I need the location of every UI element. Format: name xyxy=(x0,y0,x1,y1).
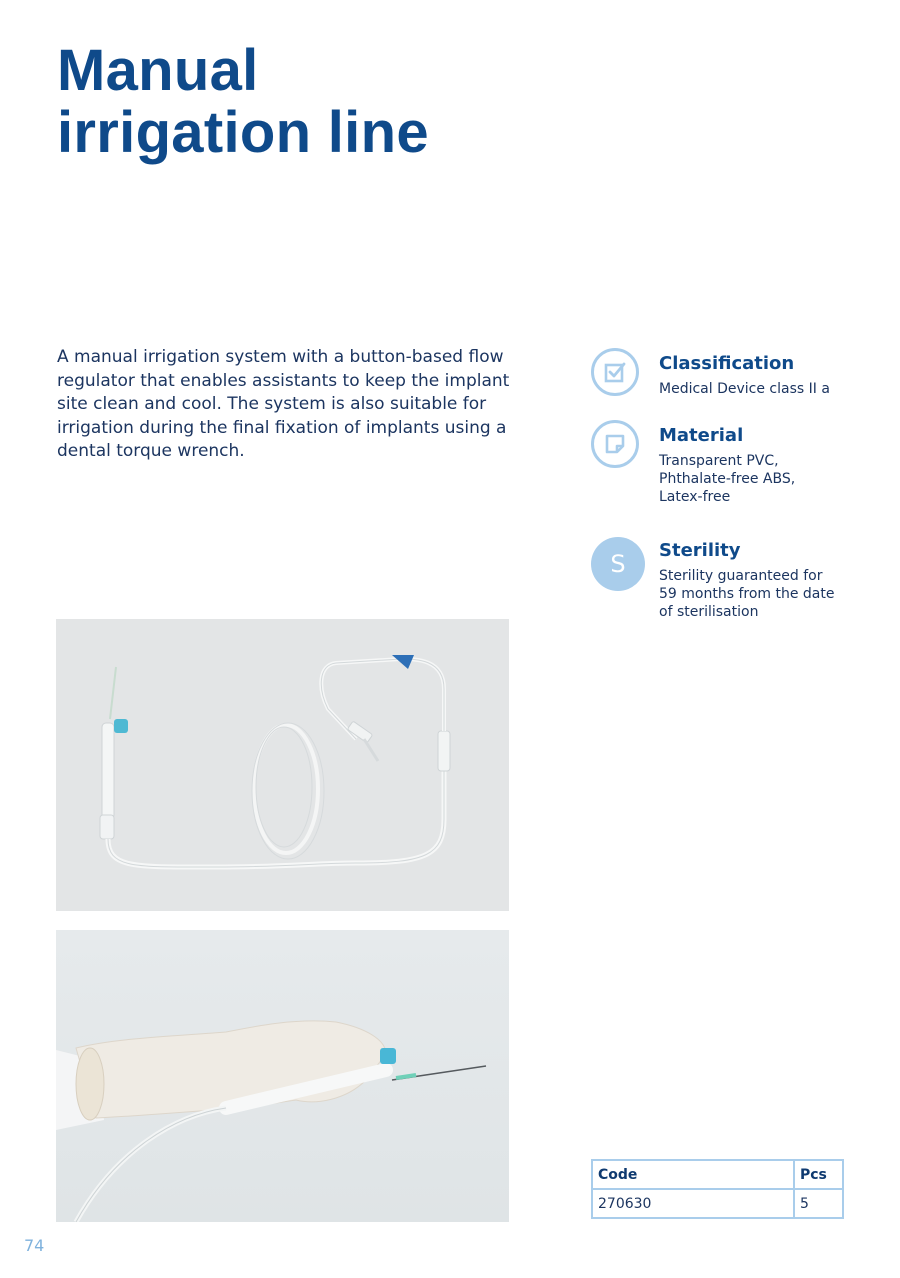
page-title xyxy=(57,40,429,164)
table-cell-code: 270630 xyxy=(592,1189,794,1218)
spec-line: Latex-free xyxy=(659,489,731,505)
spec-line: Medical Device class II a xyxy=(659,381,830,397)
spec-line: Phthalate-free ABS, xyxy=(659,471,796,487)
page-number: 74 xyxy=(24,1236,45,1255)
spec-line: 59 months from the date xyxy=(659,586,835,602)
title-line-2: irrigation line xyxy=(57,100,429,165)
spec-heading: Material xyxy=(659,425,744,446)
spec-line: Transparent PVC, xyxy=(659,453,779,469)
product-photo-hand-usage xyxy=(56,930,509,1222)
product-photo-irrigation-line xyxy=(56,619,509,911)
spec-heading: Sterility xyxy=(659,540,741,561)
spec-line: of sterilisation xyxy=(659,604,759,620)
table-cell-pcs: 5 xyxy=(794,1189,843,1218)
product-code-table xyxy=(591,1159,844,1219)
intro-paragraph: A manual irrigation system with a button-based flow regulator that enables assistants to keep the implant site clean and cool. The system is also suitable for irrigation during the final fixation of implants using a dental torque wrench. xyxy=(57,347,510,461)
spec-text xyxy=(659,567,854,621)
sterility-s-icon: S xyxy=(591,537,645,591)
table-header-pcs: Pcs xyxy=(794,1160,843,1189)
table-header-code: Code xyxy=(592,1160,794,1189)
spec-text xyxy=(659,452,854,506)
table-header-row xyxy=(592,1160,843,1189)
spec-line: Sterility guaranteed for xyxy=(659,568,823,584)
spec-heading: Classification xyxy=(659,353,795,374)
sticky-note-icon xyxy=(591,420,639,468)
spec-text xyxy=(659,380,854,398)
title-line-1: Manual xyxy=(57,38,259,103)
checkbox-icon xyxy=(591,348,639,396)
table-row xyxy=(592,1189,843,1218)
